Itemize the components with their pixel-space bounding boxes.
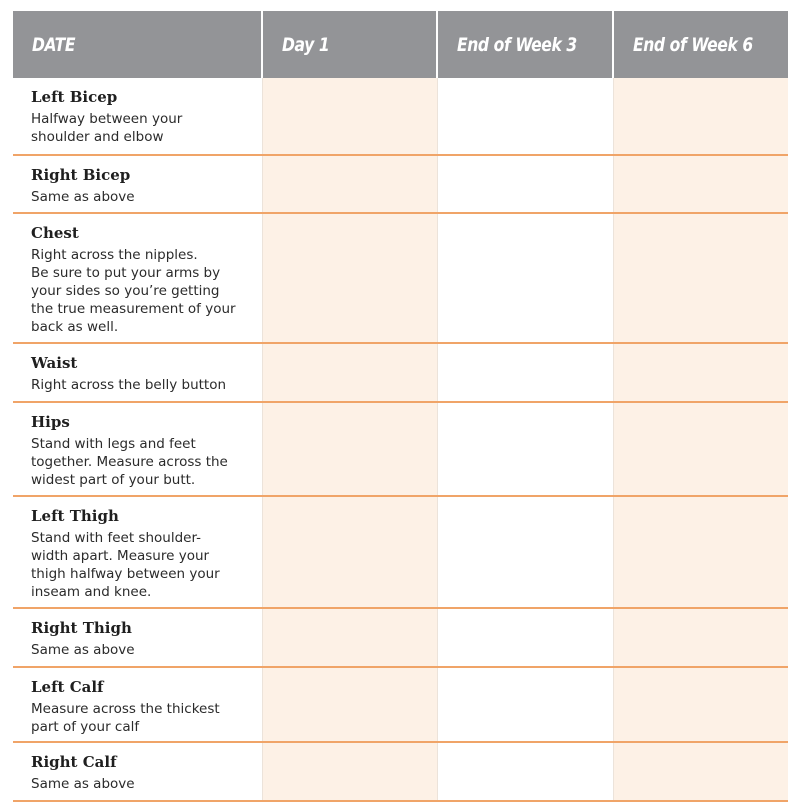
week-6-entry-cell[interactable]: [613, 608, 788, 667]
week-6-entry-cell[interactable]: [613, 402, 788, 496]
measurement-description: Right across the belly button: [31, 377, 227, 393]
measurement-name: Left Bicep: [31, 88, 118, 106]
table-header: [13, 11, 788, 78]
measurement-label-cell: [13, 742, 262, 801]
table-row: [13, 608, 788, 667]
header-week-3: [437, 11, 613, 78]
week-3-entry-cell[interactable]: [437, 213, 613, 343]
table-row: [13, 667, 788, 742]
measurement-description: Same as above: [31, 642, 135, 658]
measurement-name: Right Bicep: [31, 166, 131, 184]
week-3-entry-cell[interactable]: [437, 78, 613, 155]
day-1-entry-cell[interactable]: [262, 608, 437, 667]
measurement-label-cell: [13, 608, 262, 667]
header-row: [13, 11, 788, 78]
header-date: [13, 11, 262, 78]
week-6-entry-cell[interactable]: [613, 667, 788, 742]
table-body: [13, 78, 788, 801]
measurement-name: Left Calf: [31, 678, 104, 696]
table-row: [13, 496, 788, 608]
measurement-chart: [13, 11, 788, 802]
header-date-label: DATE: [32, 33, 76, 56]
table-row: [13, 155, 788, 213]
header-week-6: [613, 11, 788, 78]
measurement-description: Measure across the thickest part of your calf: [31, 701, 220, 735]
week-3-entry-cell[interactable]: [437, 496, 613, 608]
measurement-label-cell: [13, 496, 262, 608]
week-3-entry-cell[interactable]: [437, 667, 613, 742]
measurement-description: Same as above: [31, 189, 135, 205]
day-1-entry-cell[interactable]: [262, 78, 437, 155]
measurement-label-cell: [13, 667, 262, 742]
header-day-1: [262, 11, 437, 78]
week-3-entry-cell[interactable]: [437, 742, 613, 801]
measurement-name: Right Thigh: [31, 619, 132, 637]
day-1-entry-cell[interactable]: [262, 402, 437, 496]
table-row: [13, 78, 788, 155]
measurement-description: Stand with legs and feet together. Measure across the widest part of your butt.: [31, 436, 228, 488]
week-3-entry-cell[interactable]: [437, 608, 613, 667]
week-3-entry-cell[interactable]: [437, 343, 613, 402]
week-6-entry-cell[interactable]: [613, 213, 788, 343]
header-week-3-label: End of Week 3: [457, 33, 577, 56]
table-row: [13, 402, 788, 496]
measurement-name: Hips: [31, 413, 70, 431]
week-6-entry-cell[interactable]: [613, 343, 788, 402]
table-row: [13, 343, 788, 402]
table-row: [13, 742, 788, 801]
measurement-description: Halfway between your shoulder and elbow: [31, 111, 183, 145]
week-6-entry-cell[interactable]: [613, 742, 788, 801]
measurement-label-cell: [13, 213, 262, 343]
measurement-label-cell: [13, 78, 262, 155]
day-1-entry-cell[interactable]: [262, 213, 437, 343]
week-3-entry-cell[interactable]: [437, 155, 613, 213]
day-1-entry-cell[interactable]: [262, 742, 437, 801]
measurement-description: Same as above: [31, 776, 135, 792]
measurement-name: Chest: [31, 224, 79, 242]
day-1-entry-cell[interactable]: [262, 496, 437, 608]
measurement-description: Right across the nipples. Be sure to put your arms by your sides so you’re getting the true measurement of your back as well.: [31, 247, 236, 335]
week-6-entry-cell[interactable]: [613, 78, 788, 155]
week-3-entry-cell[interactable]: [437, 402, 613, 496]
measurement-label-cell: [13, 155, 262, 213]
day-1-entry-cell[interactable]: [262, 343, 437, 402]
table-row: [13, 213, 788, 343]
measurement-label-cell: [13, 343, 262, 402]
measurement-label-cell: [13, 402, 262, 496]
header-week-6-label: End of Week 6: [633, 33, 753, 56]
measurement-description: Stand with feet shoulder- width apart. Measure your thigh halfway between your inseam and knee.: [31, 530, 220, 600]
measurement-name: Waist: [31, 354, 78, 372]
week-6-entry-cell[interactable]: [613, 155, 788, 213]
measurement-table: [13, 11, 788, 802]
header-day-1-label: Day 1: [282, 33, 330, 56]
day-1-entry-cell[interactable]: [262, 155, 437, 213]
measurement-name: Left Thigh: [31, 507, 119, 525]
week-6-entry-cell[interactable]: [613, 496, 788, 608]
day-1-entry-cell[interactable]: [262, 667, 437, 742]
measurement-name: Right Calf: [31, 753, 117, 771]
